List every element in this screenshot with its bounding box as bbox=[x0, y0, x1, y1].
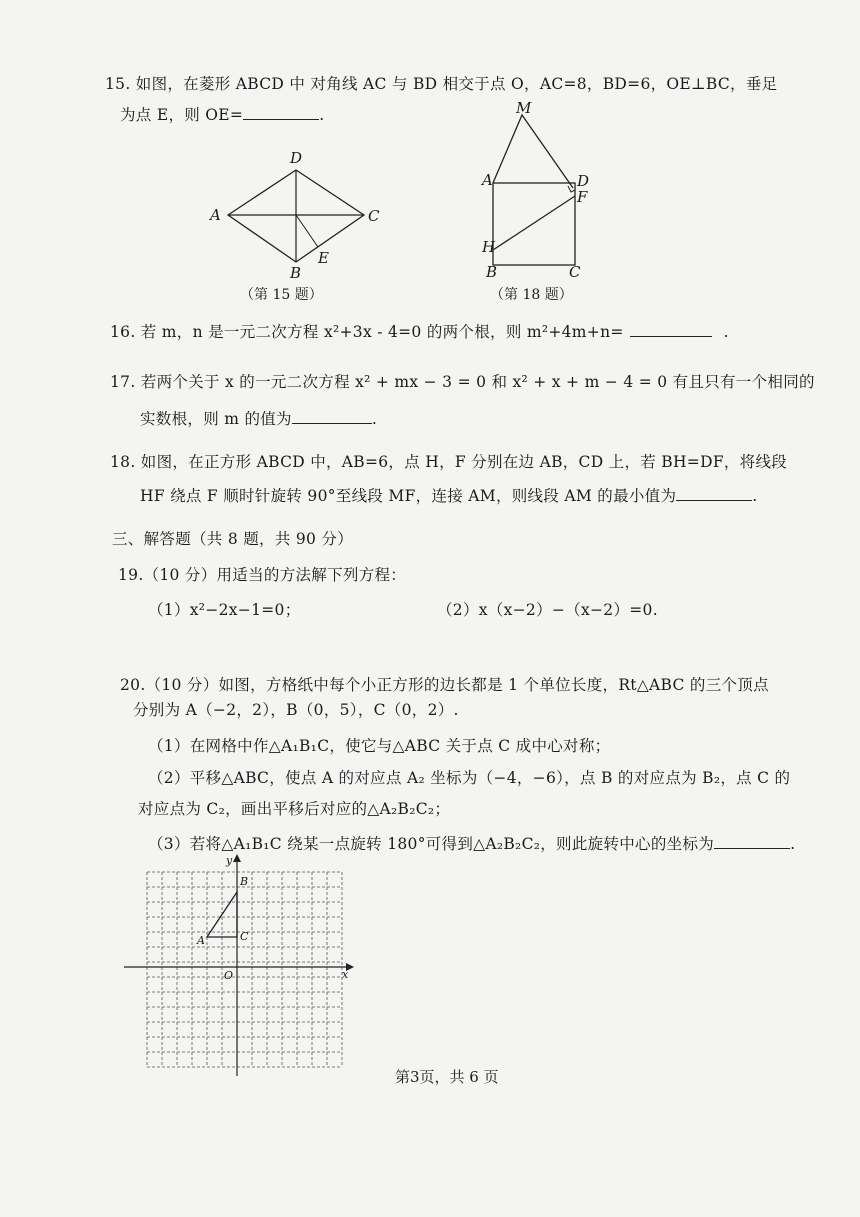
y-axis-label: y bbox=[226, 854, 233, 867]
q20-line1: 20.（10 分）如图，方格纸中每个小正方形的边长都是 1 个单位长度，Rt△ABC 的三个顶点 bbox=[120, 676, 769, 694]
q16-end: . bbox=[723, 323, 729, 341]
q18-square-figure bbox=[470, 100, 600, 285]
label-a: A bbox=[210, 206, 221, 224]
origin-label: O bbox=[224, 969, 234, 982]
label-e: E bbox=[318, 249, 329, 267]
point-a-label: A bbox=[197, 934, 205, 947]
q18-line2-text: HF 绕点 F 顺时针旋转 90°至线段 MF，连接 AM，则线段 AM 的最小值为 bbox=[140, 487, 677, 505]
y-axis-arrow bbox=[233, 854, 241, 862]
segment-hf bbox=[493, 196, 575, 250]
q20-part2a: （2）平移△ABC，使点 A 的对应点 A₂ 坐标为（−4，−6），点 B 的对应点为 B₂，点 C 的 bbox=[148, 769, 791, 787]
q15-rhombus-figure bbox=[200, 145, 390, 285]
x-axis-label: x bbox=[342, 968, 349, 981]
q17-line2-end: . bbox=[371, 410, 378, 428]
label-d: D bbox=[290, 149, 303, 167]
square-abcd bbox=[493, 183, 575, 265]
label-c: C bbox=[569, 263, 581, 281]
label-b: B bbox=[486, 263, 498, 281]
q15-line2-text: 为点 E，则 OE= bbox=[120, 106, 244, 124]
q16-text: 16. 若 m，n 是一元二次方程 x²+3x - 4=0 的两个根，则 m²+4m+n= bbox=[110, 323, 624, 341]
segment-oe bbox=[296, 215, 318, 247]
label-h: H bbox=[482, 238, 496, 256]
label-d: D bbox=[577, 172, 590, 190]
q15-answer-blank bbox=[243, 105, 319, 120]
q18-answer-blank bbox=[676, 486, 752, 501]
label-m: M bbox=[516, 100, 532, 117]
q20-part1: （1）在网格中作△A₁B₁C，使它与△ABC 关于点 C 成中心对称； bbox=[148, 737, 611, 755]
q19-part2: （2）x（x−2）−（x−2）=0. bbox=[437, 601, 658, 619]
label-f: F bbox=[577, 188, 588, 206]
q20-grid-figure bbox=[118, 852, 358, 1080]
q19-part1: （1）x²−2x−1=0； bbox=[148, 601, 301, 619]
q15-line1: 15. 如图，在菱形 ABCD 中 对角线 AC 与 BD 相交于点 O，AC=8，BD=6，OE⊥BC，垂足 bbox=[105, 75, 778, 93]
q17-line1: 17. 若两个关于 x 的一元二次方程 x² + mx − 3 = 0 和 x² + x + m − 4 = 0 有且只有一个相同的 bbox=[110, 373, 815, 391]
q16-line bbox=[110, 320, 729, 342]
label-b: B bbox=[290, 264, 302, 282]
q20-part3 bbox=[148, 832, 795, 854]
point-b-label: B bbox=[240, 875, 249, 888]
q20-line2: 分别为 A（−2，2），B（0，5），C（0，2）. bbox=[133, 701, 459, 719]
q15-caption: （第 15 题） bbox=[240, 287, 323, 303]
q20-part2b: 对应点为 C₂，画出平移后对应的△A₂B₂C₂； bbox=[138, 800, 451, 818]
page-footer: 第3页，共 6 页 bbox=[395, 1068, 499, 1086]
q16-answer-blank bbox=[630, 322, 712, 337]
square-grid bbox=[147, 872, 342, 1067]
q20-part3-end: . bbox=[790, 835, 796, 853]
q18-line1: 18. 如图，在正方形 ABCD 中，AB=6，点 H，F 分别在边 AB，CD 上，若 BH=DF，将线段 bbox=[110, 453, 788, 471]
segments-am-mf bbox=[493, 115, 573, 188]
q18-caption: （第 18 题） bbox=[490, 287, 573, 303]
label-a: A bbox=[482, 171, 493, 189]
q17-answer-blank bbox=[292, 409, 372, 424]
label-c: C bbox=[368, 207, 380, 225]
q19-title: 19.（10 分）用适当的方法解下列方程： bbox=[118, 566, 407, 584]
q18-line2-end: . bbox=[752, 487, 758, 505]
q20-part3-text: （3）若将△A₁B₁C 绕某一点旋转 180°可得到△A₂B₂C₂，则此旋转中心的坐标为 bbox=[148, 835, 715, 853]
section-3-heading: 三、解答题（共 8 题，共 90 分） bbox=[112, 530, 353, 548]
q17-line2-text: 实数根，则 m 的值为 bbox=[140, 410, 292, 428]
q15-line2-end: . bbox=[319, 106, 325, 124]
q17-line2 bbox=[140, 407, 377, 429]
point-c-label: C bbox=[240, 930, 249, 943]
q20-answer-blank bbox=[714, 834, 790, 849]
q15-line2 bbox=[120, 103, 324, 125]
q18-line2 bbox=[140, 484, 758, 506]
